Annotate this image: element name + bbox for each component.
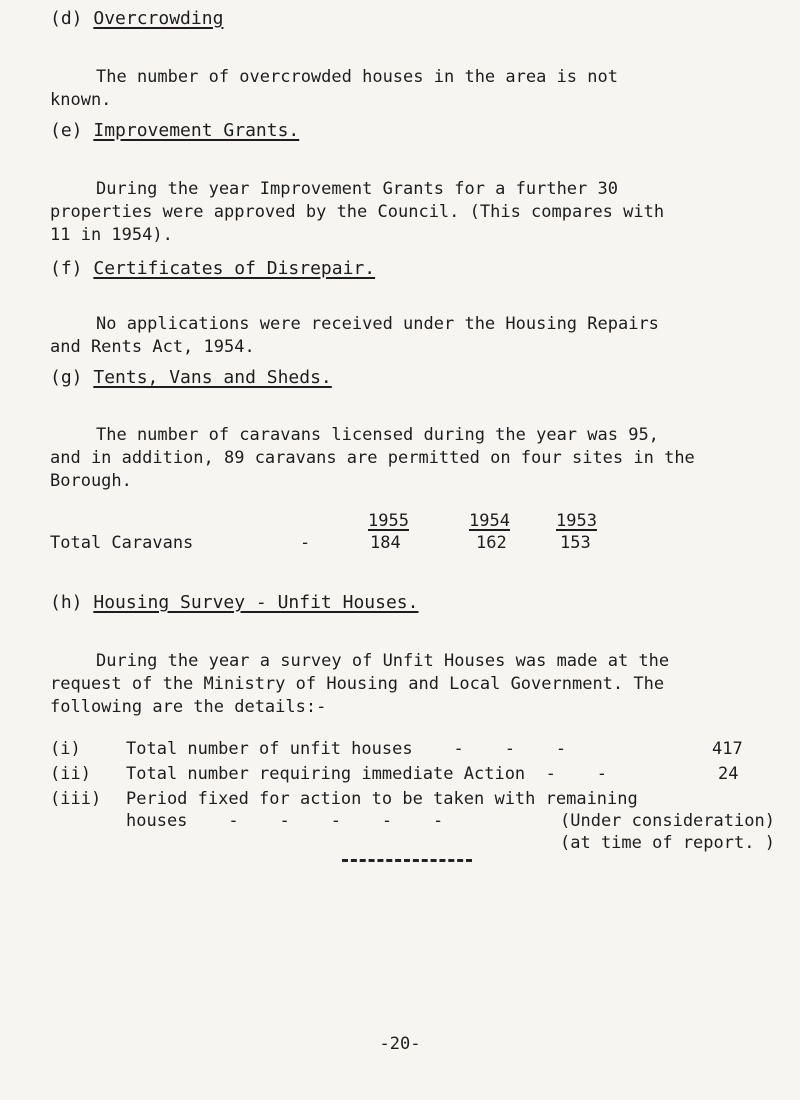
detail-iii-value-2: (at time of report. ) — [560, 833, 775, 853]
section-f-line-2: and Rents Act, 1954. — [50, 337, 255, 357]
detail-iii-text-1: Period fixed for action to be taken with remaining — [126, 789, 638, 809]
section-f-heading — [50, 258, 375, 280]
section-f-label: (f) — [50, 258, 83, 279]
detail-i-number: (i) — [50, 739, 81, 759]
section-f-title: Certificates of Disrepair. — [93, 258, 376, 279]
value-1953: 153 — [560, 533, 591, 553]
detail-ii-value: 24 — [718, 764, 739, 784]
section-end-rule — [342, 859, 472, 862]
detail-ii-number: (ii) — [50, 764, 91, 784]
detail-iii-text-2: houses - - - - - — [126, 811, 444, 831]
section-g-line-3: Borough. — [50, 471, 132, 491]
section-h-line-1: During the year a survey of Unfit Houses was made at the — [96, 651, 670, 671]
section-g-line-2: and in addition, 89 caravans are permitted on four sites in the — [50, 448, 695, 468]
section-g-title: Tents, Vans and Sheds. — [93, 367, 332, 388]
section-h-line-3: following are the details:- — [50, 697, 327, 717]
section-d-line-1: The number of overcrowded houses in the area is not — [96, 67, 618, 87]
section-d-label: (d) — [50, 8, 83, 29]
section-h-title: Housing Survey - Unfit Houses. — [93, 592, 419, 613]
section-g-heading — [50, 367, 332, 389]
section-d-heading — [50, 8, 223, 30]
section-e-line-2: properties were approved by the Council. (This compares with — [50, 202, 665, 222]
section-h-label: (h) — [50, 592, 83, 613]
section-f-line-1: No applications were received under the Housing Repairs — [96, 314, 659, 334]
detail-i-text: Total number of unfit houses - - - — [126, 739, 567, 759]
caravans-table — [0, 511, 800, 561]
section-d-title: Overcrowding — [93, 8, 224, 29]
detail-ii-text: Total number requiring immediate Action - - — [126, 764, 608, 784]
section-h-line-2: request of the Ministry of Housing and Local Government. The — [50, 674, 665, 694]
section-d-line-2: known. — [50, 90, 112, 110]
section-e-label: (e) — [50, 120, 83, 141]
year-1953: 1953 — [556, 511, 597, 531]
section-e-line-3: 11 in 1954). — [50, 225, 173, 245]
value-1955: 184 — [370, 533, 401, 553]
section-h-heading — [50, 592, 418, 614]
caravans-dash: - — [300, 533, 311, 553]
detail-iii-number: (iii) — [50, 789, 102, 809]
detail-iii-value-1: (Under consideration) — [560, 811, 775, 831]
caravans-row-label: Total Caravans — [50, 533, 194, 553]
section-g-line-1: The number of caravans licensed during the year was 95, — [96, 425, 659, 445]
year-1954: 1954 — [469, 511, 510, 531]
year-1955: 1955 — [368, 511, 409, 531]
section-e-title: Improvement Grants. — [93, 120, 300, 141]
page-number: -20- — [379, 1034, 421, 1054]
section-g-label: (g) — [50, 367, 83, 388]
section-e-heading — [50, 120, 299, 142]
detail-i-value: 417 — [712, 739, 743, 759]
value-1954: 162 — [476, 533, 507, 553]
section-e-line-1: During the year Improvement Grants for a further 30 — [96, 179, 618, 199]
